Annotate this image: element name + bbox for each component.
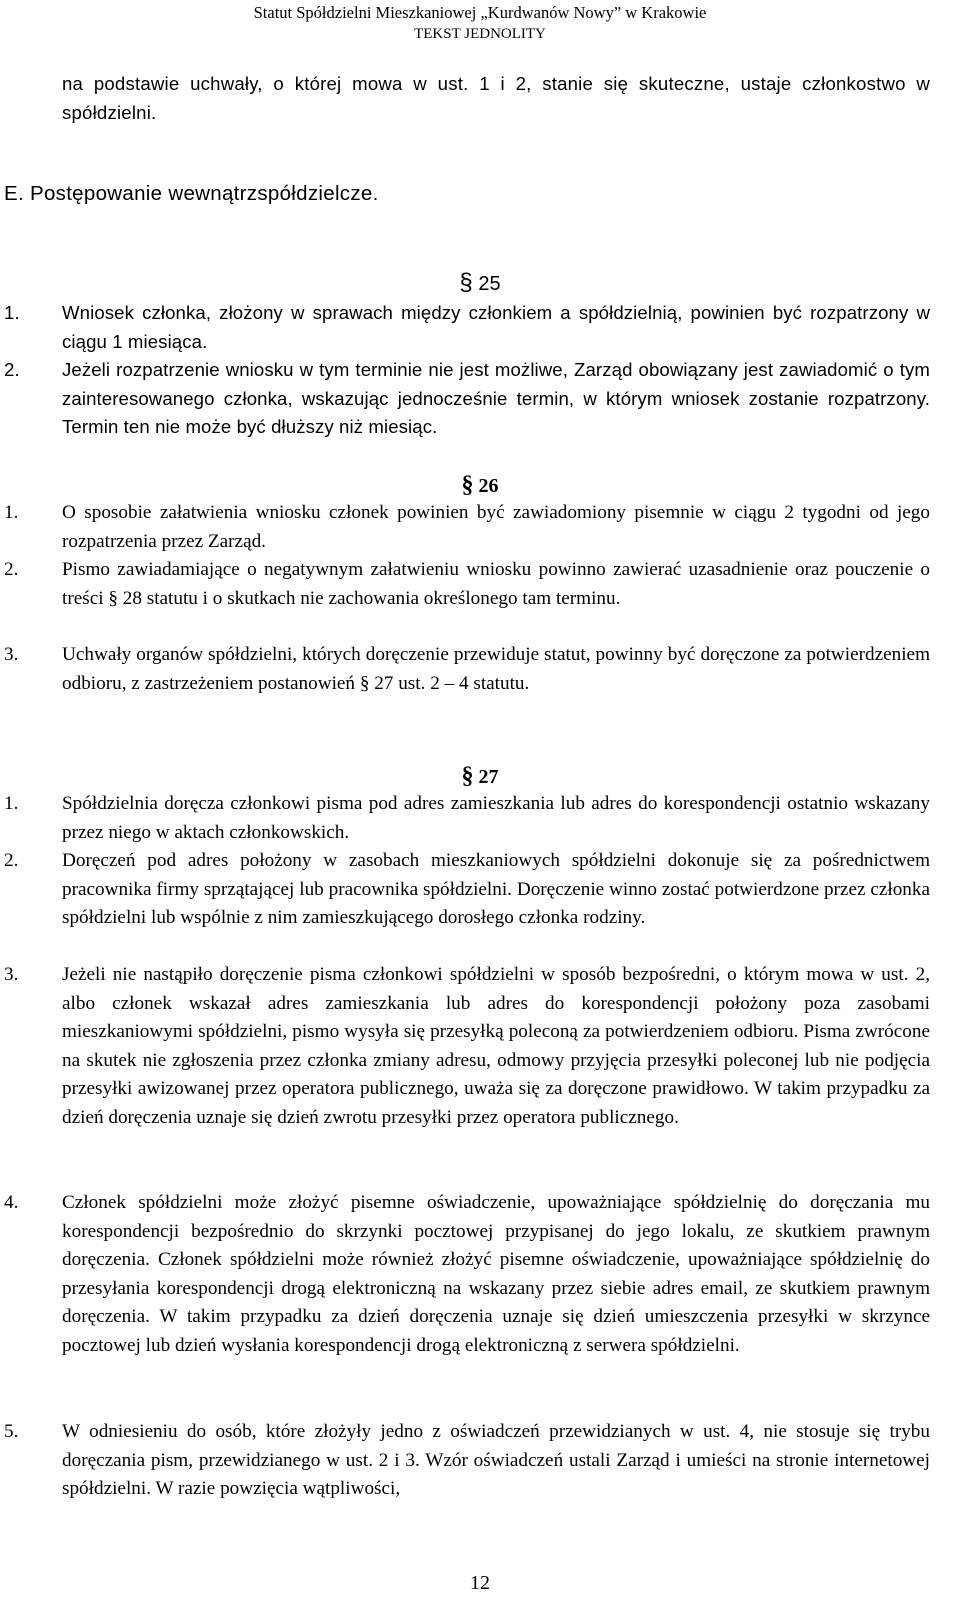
list-item xyxy=(4,1189,930,1361)
paragraph-sign-icon: § xyxy=(461,763,474,789)
item-text: W odniesieniu do osób, które złożyły jedno z oświadczeń przewidzianych w ust. 4, nie stosuje się trybu doręczania pism, przewidzianego w ust. 2 i 3. Wzór oświadczeń ustali Zarząd i umieści na stronie internetowej spółdzielni. W razie powzięcia wątpliwości, xyxy=(62,1421,930,1500)
item-number: 3. xyxy=(4,964,19,985)
list-item xyxy=(4,847,930,933)
list-item xyxy=(4,499,930,556)
section-25-title xyxy=(0,270,960,297)
item-text: Uchwały organów spółdzielni, których doręczenie przewiduje statut, powinny być doręczone za potwierdzeniem odbioru, z zastrzeżeniem postanowień § 27 ust. 2 – 4 statutu. xyxy=(62,644,930,694)
header-subtitle: TEKST JEDNOLITY xyxy=(414,26,546,42)
item-number: 2. xyxy=(4,850,19,871)
page-number: 12 xyxy=(470,1572,490,1594)
item-number: 5. xyxy=(4,1421,19,1442)
item-text: Spółdzielnia doręcza członkowi pisma pod adres zamieszkania lub adres do korespondencji ostatnio wskazany przez niego w aktach członkowskich. xyxy=(62,793,930,843)
list-item xyxy=(4,790,930,847)
section-e-heading: E. Postępowanie wewnątrzspółdzielcze. xyxy=(4,182,379,205)
header-title: Statut Spółdzielni Mieszkaniowej „Kurdwanów Nowy” w Krakowie xyxy=(253,3,707,22)
item-text: Wniosek członka, złożony w sprawach między członkiem a spółdzielnią, powinien być rozpatrzony w ciągu 1 miesiąca. xyxy=(62,302,930,352)
section-number: 26 xyxy=(478,475,499,497)
item-text: Doręczeń pod adres położony w zasobach mieszkaniowych spółdzielni dokonuje się za pośrednictwem pracownika firmy sprzątającej lub pracownika spółdzielni. Doręczenie winno zostać potwierdzone przez członka spółdzielni lub wspólnie z nim zamieszkującego dorosłego członka rodziny. xyxy=(62,850,930,929)
item-number: 1. xyxy=(4,302,20,323)
item-text: Jeżeli nie nastąpiło doręczenie pisma członkowi spółdzielni w sposób bezpośredni, o którym mowa w ust. 2, albo członek wskazał adres zamieszkania lub adres do korespondencji położony poza zasobami mieszkaniowymi spółdzielni, pismo wysyła się przesyłką poleconą za potwierdzeniem odbioru. Pisma zwrócone na skutek nie zgłoszenia przez członka zmiany adresu, odmowy przyjęcia przesyłki poleconej lub nie podjęcia przesyłki awizowanej przez operatora publicznego, uważa się za doręczone prawidłowo. W takim przypadku za dzień doręczenia uznaje się dzień zwrotu przesyłki przez operatora publicznego. xyxy=(62,964,930,1128)
section-27-title xyxy=(0,763,960,790)
list-item xyxy=(4,1418,930,1504)
paragraph-sign-icon: § xyxy=(459,269,473,296)
intro-paragraph: na podstawie uchwały, o której mowa w ust. 1 i 2, stanie się skuteczne, ustaje członkostwo w spółdzielni. xyxy=(62,73,930,123)
item-text: Członek spółdzielni może złożyć pisemne oświadczenie, upoważniające spółdzielnię do doręczania mu korespondencji bezpośrednio do skrzynki pocztowej przypisanej do jego lokalu, ze skutkiem prawnym doręczenia. Członek spółdzielni może również złożyć pisemne oświadczenie, upoważniające spółdzielnię do przesyłania korespondencji drogą elektroniczną na wskazany przez siebie adres email, ze skutkiem prawnym doręczenia. W takim przypadku za dzień doręczenia uznaje się dzień umieszczenia przesyłki w skrzynce pocztowej lub dzień wysłania korespondencji drogą elektroniczną z serwera spółdzielni. xyxy=(62,1192,930,1356)
document-header xyxy=(0,2,960,44)
list-item xyxy=(4,641,930,698)
list-item xyxy=(4,961,930,1133)
item-number: 1. xyxy=(4,502,19,523)
section-number: 27 xyxy=(478,766,499,788)
section-number: 25 xyxy=(478,273,501,295)
item-number: 3. xyxy=(4,644,19,665)
section-26-title xyxy=(0,472,960,499)
list-item xyxy=(4,556,930,613)
item-text: Pismo zawiadamiające o negatywnym załatwieniu wniosku powinno zawierać uzasadnienie oraz pouczenie o treści § 28 statutu i o skutkach nie zachowania określonego tam terminu. xyxy=(62,559,930,609)
item-number: 2. xyxy=(4,359,20,380)
item-number: 2. xyxy=(4,559,19,580)
item-number: 1. xyxy=(4,793,19,814)
paragraph-sign-icon: § xyxy=(461,472,474,498)
list-item xyxy=(4,299,930,356)
item-text: Jeżeli rozpatrzenie wniosku w tym terminie nie jest możliwe, Zarząd obowiązany jest zawiadomić o tym zainteresowanego członka, wskazując jednocześnie termin, w którym wniosek zostanie rozpatrzony. Termin ten nie może być dłuższy niż miesiąc. xyxy=(62,359,930,438)
item-text: O sposobie załatwienia wniosku członek powinien być zawiadomiony pisemnie w ciągu 2 tygodni od jego rozpatrzenia przez Zarząd. xyxy=(62,502,930,552)
list-item xyxy=(4,356,930,442)
item-number: 4. xyxy=(4,1192,19,1213)
